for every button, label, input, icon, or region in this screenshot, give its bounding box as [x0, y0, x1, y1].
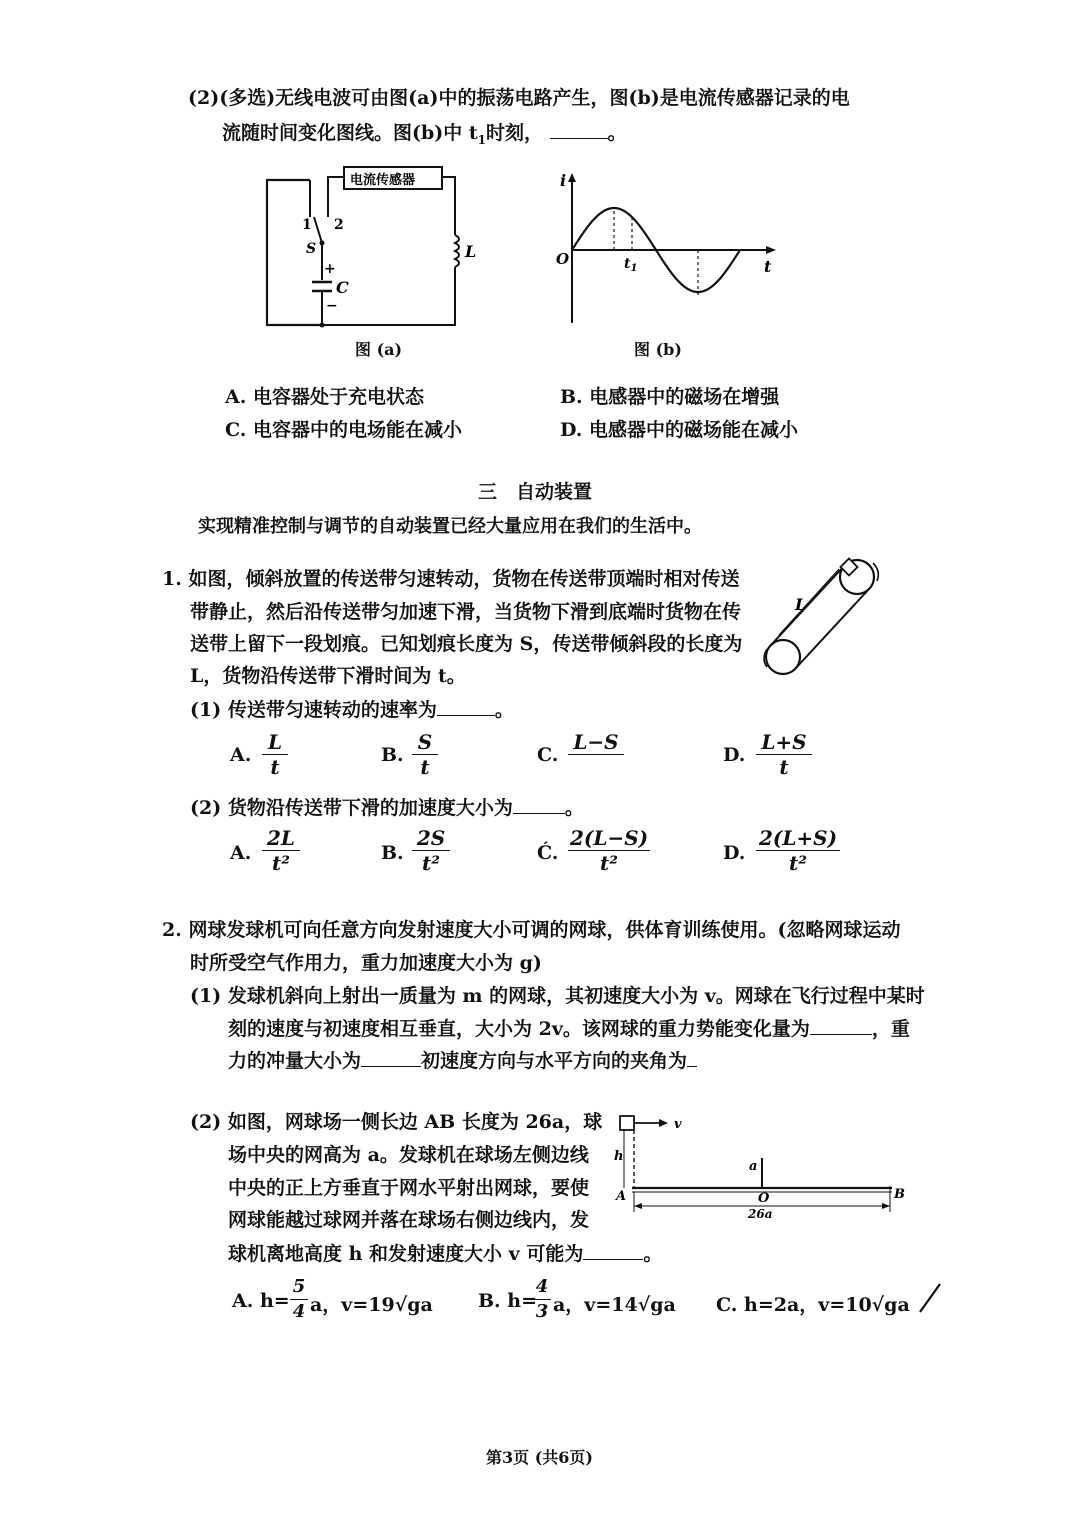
p2-option-b-fraction	[533, 1275, 551, 1324]
p1-sub2-text: (2) 货物沿传送带下滑的加速度大小为	[190, 797, 513, 819]
p1-sub1-text: (1) 传送带匀速转动的速率为	[190, 699, 437, 721]
p2-sub2-line4: 网球能越过球网并落在球场右侧边线内，发	[228, 1209, 590, 1231]
p1-sub2-option-a-fraction	[262, 826, 300, 875]
p1-sub2-option-d-fraction	[756, 826, 840, 875]
p1-sub2-option-b-fraction	[412, 826, 450, 875]
p1-sub2-option-b-letter: B.	[381, 842, 404, 864]
p2-sub2-line5-text: 球机离地高度 h 和发射速度大小 v 可能为	[228, 1243, 584, 1265]
p2-option-b-den: 3	[535, 1301, 549, 1322]
p1-line2: 带静止，然后沿传送带匀加速下滑，当货物下滑到底端时货物在传	[190, 601, 742, 623]
fig-a-label: a	[749, 1159, 758, 1174]
conveyor-belt-figure	[755, 555, 905, 685]
p1-sub2-option-c-den: t²	[600, 851, 618, 875]
p1-sub1-option-d-num: L+S	[756, 730, 812, 755]
p1-line1: 1. 如图，倾斜放置的传送带匀速转动，货物在传送带顶端时相对传送	[162, 568, 740, 590]
p2-sub1-line3b: 初速度方向与水平方向的夹角为	[421, 1050, 688, 1072]
p1-sub1-option-a-letter: A.	[230, 744, 252, 766]
p1-sub1-option-d-letter: D.	[723, 744, 746, 766]
fig-B-label: B	[894, 1187, 905, 1202]
p2-line1: 2. 网球发球机可向任意方向发射速度大小可调的网球，供体育训练使用。(忽略网球运动	[162, 919, 901, 941]
p1-sub1-option-a-num: L	[262, 730, 288, 755]
p1-sub1-option-c-num: L−S	[568, 730, 624, 755]
p1-sub2-option-c-letter: Ć.	[537, 842, 559, 864]
tennis-court-figure	[612, 1108, 912, 1223]
p1-sub2-blank	[513, 795, 565, 814]
p1-sub2	[190, 795, 584, 820]
q2-intro-line1: (2)(多选)无线电波可由图(a)中的振荡电路产生，图(b)是电流传感器记录的电	[188, 87, 850, 109]
p2-option-a-den: 4	[292, 1301, 306, 1322]
p1-sub1-option-b-letter: B.	[381, 744, 404, 766]
fig-h-label: h	[614, 1149, 624, 1164]
p1-sub1-option-d-fraction	[756, 730, 812, 779]
switch-label-2: 2	[334, 217, 344, 233]
q2-intro-line2-text: 流随时间变化图线。图(b)中 t	[222, 122, 478, 144]
sensor-label: 电流传感器	[350, 173, 416, 188]
l-label: L	[465, 242, 477, 261]
p2-sub1-line1: (1) 发球机斜向上射出一质量为 m 的网球，其初速度大小为 v。网球在飞行过程中某时	[190, 985, 925, 1007]
fig-b-caption: 图 (b)	[634, 340, 682, 359]
p2-option-b-pre: B. h=	[478, 1290, 538, 1312]
p1-sub2-option-b-num: 2S	[412, 826, 450, 851]
origin-label: O	[556, 250, 570, 268]
p2-sub1-line2b: ，重	[871, 1018, 910, 1040]
x-axis-label: t	[764, 257, 772, 276]
fig-v-label: v	[674, 1117, 682, 1132]
p2-sub1-blank1	[810, 1016, 872, 1035]
plus-sign: +	[324, 261, 336, 277]
p2-option-a-post: a，v=19√ga	[310, 1294, 433, 1316]
c-label: C	[336, 278, 349, 297]
y-axis-label: i	[560, 171, 567, 190]
p1-sub2-option-c-fraction	[568, 826, 650, 875]
p2-option-b-post: a，v=14√ga	[553, 1294, 676, 1316]
p1-sub1	[190, 697, 514, 722]
switch-label-1: 1	[302, 217, 312, 233]
belt-length-label: L	[795, 595, 807, 614]
p2-option-a-fraction	[290, 1275, 308, 1324]
q2-option-d: D. 电感器中的磁场能在减小	[560, 419, 799, 441]
p1-sub1-option-a-fraction	[262, 730, 288, 779]
fig-A-label: A	[616, 1189, 627, 1204]
p1-sub1-option-b-den: t	[420, 755, 430, 779]
t1-subscript: 1	[477, 132, 487, 147]
fig-a-caption: 图 (a)	[355, 340, 403, 359]
circuit-diagram	[262, 165, 477, 335]
p2-sub1-line2a: 刻的速度与初速度相互垂直，大小为 2v。该网球的重力势能变化量为	[228, 1018, 810, 1040]
p1-sub2-option-c-num: 2(L−S)	[570, 826, 649, 850]
p2-sub1-line3a: 力的冲量大小为	[228, 1050, 362, 1072]
p2-line2: 时所受空气作用力，重力加速度大小为 g)	[190, 952, 542, 974]
minus-sign: −	[326, 298, 338, 314]
p1-sub1-option-c-fraction	[568, 730, 624, 755]
q2-option-c: C. 电容器中的电场能在减小	[225, 419, 463, 441]
fig-length-label: 26a	[748, 1207, 773, 1221]
p1-sub1-option-b-num: S	[412, 730, 438, 755]
p2-sub1-line3	[228, 1048, 697, 1073]
p1-sub2-option-a-num: 2L	[262, 826, 300, 851]
section3-title: 三 自动装置	[478, 481, 593, 503]
p2-sub1-blank3	[687, 1048, 697, 1067]
p1-sub1-option-a-den: t	[270, 755, 280, 779]
pen-mark-slash	[918, 1282, 942, 1314]
p1-sub2-option-d-letter: D.	[723, 842, 746, 864]
p1-sub2-end: 。	[564, 797, 584, 819]
p2-sub2-blank	[583, 1241, 643, 1260]
p1-sub1-option-c-letter: C.	[537, 744, 559, 766]
p2-option-a-num: 5	[290, 1275, 308, 1300]
section3-intro: 实现精准控制与调节的自动装置已经大量应用在我们的生活中。	[198, 516, 702, 537]
p1-sub2-option-b-den: t²	[422, 851, 440, 875]
p1-sub2-option-d-den: t²	[789, 851, 807, 875]
p2-sub1-line2	[228, 1016, 910, 1041]
p1-sub1-end: 。	[494, 699, 514, 721]
p1-sub2-option-a-den: t²	[272, 851, 290, 875]
q2-option-a: A. 电容器处于充电状态	[225, 386, 424, 408]
page-footer: 第3页 (共6页)	[486, 1448, 593, 1467]
p2-sub1-blank2	[361, 1048, 421, 1067]
p1-line4: L，货物沿传送带下滑时间为 t。	[190, 665, 466, 687]
fig-O-label: O	[758, 1191, 770, 1206]
p2-option-a-pre: A. h=	[232, 1290, 290, 1312]
q2-intro-line2	[222, 120, 627, 152]
p2-sub2-line1: (2) 如图，网球场一侧长边 AB 长度为 26a，球	[190, 1111, 603, 1133]
p1-sub1-blank	[437, 697, 495, 716]
p1-sub2-option-d-num: 2(L+S)	[756, 826, 840, 851]
q2-option-b: B. 电感器中的磁场在增强	[560, 386, 780, 408]
current-time-graph	[552, 168, 782, 328]
q2-answer-blank	[550, 120, 608, 139]
p1-sub1-option-d-den: t	[779, 755, 789, 779]
p1-sub1-option-b-fraction	[412, 730, 438, 779]
p2-sub2-line3: 中央的正上方垂直于网水平射出网球，要使	[228, 1177, 590, 1199]
p2-option-b-num: 4	[533, 1275, 551, 1300]
p2-sub2-line5	[228, 1241, 662, 1266]
p2-sub2-end: 。	[643, 1243, 663, 1265]
q2-intro-line2-tail: 时刻，	[486, 122, 544, 144]
p2-option-c: C. h=2a，v=10√ga	[716, 1294, 910, 1316]
t1-label: $t_1$	[624, 256, 638, 274]
p1-sub2-option-a-letter: A.	[230, 842, 252, 864]
s-label: S	[306, 241, 317, 257]
p2-sub2-line2: 场中央的网高为 a。发球机在球场左侧边线	[228, 1144, 589, 1166]
p1-line3: 送带上留下一段划痕。已知划痕长度为 S，传送带倾斜段的长度为	[190, 633, 743, 655]
q2-intro-line2-end: 。	[607, 122, 627, 144]
